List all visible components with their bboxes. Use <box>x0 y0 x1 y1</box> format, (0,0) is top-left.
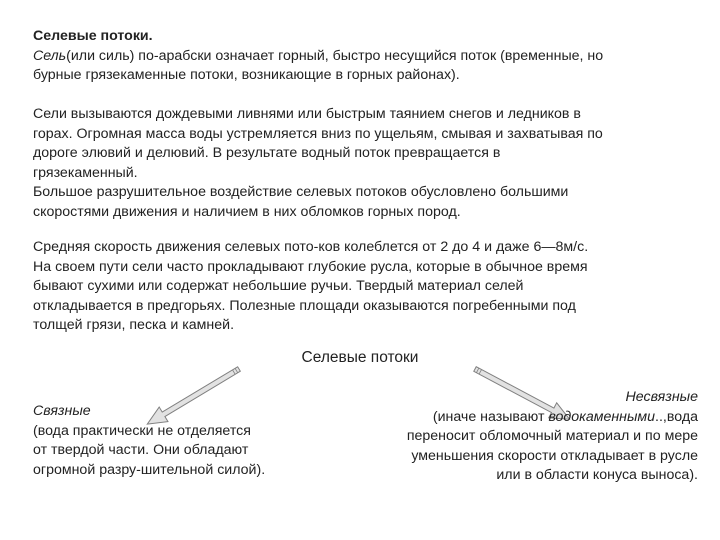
diagram-title: Селевые потоки <box>301 349 419 366</box>
paragraph-line: грязекаменный. <box>33 164 138 181</box>
paragraph-line: откладывается в предгорьях. Полезные площади оказываются погребенными под <box>33 297 576 314</box>
definition-text: (или силь) по-арабски означает горный, быстро несущийся поток (временные, но <box>66 47 604 64</box>
noncohesive-line: переносит обломочный материал и по мере <box>406 428 698 445</box>
paragraph-line: дороге элювий и делювий. В результате водный поток превращается в <box>33 145 501 162</box>
paragraph-line: горах. Огромная масса воды устремляется вниз по ущельям, смывая и захватывая по <box>33 125 603 142</box>
noncohesive-alt-term: водокаменными <box>548 408 656 425</box>
noncohesive-line: или в области конуса выноса). <box>496 467 698 484</box>
cohesive-flows-block <box>33 402 323 480</box>
cohesive-line: от твердой части. Они обладают <box>33 442 249 459</box>
paragraph-line: На своем пути сели часто прокладывают глубокие русла, которые в обычное время <box>33 258 588 275</box>
noncohesive-line: уменьшения скорости откладывает в русле <box>411 447 698 464</box>
paragraph-line: бывают сухими или содержат небольшие ручьи. Твердый материал селей <box>33 278 524 295</box>
noncohesive-text: ..,вода <box>655 408 698 425</box>
paragraph-line: Большое разрушительное воздействие селевых потоков обусловлено большими <box>33 184 569 201</box>
cohesive-term: Связные <box>33 403 91 419</box>
noncohesive-flows-block <box>345 388 698 486</box>
noncohesive-term: Несвязные <box>625 389 698 405</box>
paragraph-line: скоростями движения и наличием в них обломков горных пород. <box>33 203 461 220</box>
cohesive-line: огромной разру-шительной силой). <box>33 461 266 478</box>
definition-term: Сель <box>33 47 67 64</box>
definition-line-2: бурные грязекаменные потоки, возникающие в горных районах). <box>33 67 460 84</box>
noncohesive-line-1 <box>345 408 698 428</box>
paragraph-line: Сели вызываются дождевыми ливнями или быстрым таянием снегов и ледников в <box>33 106 581 122</box>
cohesive-line: (вода практически не отделяется <box>33 422 251 439</box>
paragraph-line: толщей грязи, песка и камней. <box>33 317 235 334</box>
noncohesive-text: (иначе называют <box>432 408 549 425</box>
section-title: Селевые потоки. <box>33 28 153 44</box>
paragraph-line: Средняя скорость движения селевых пото-ков колеблется от 2 до 4 и даже 6—8м/с. <box>33 239 589 255</box>
